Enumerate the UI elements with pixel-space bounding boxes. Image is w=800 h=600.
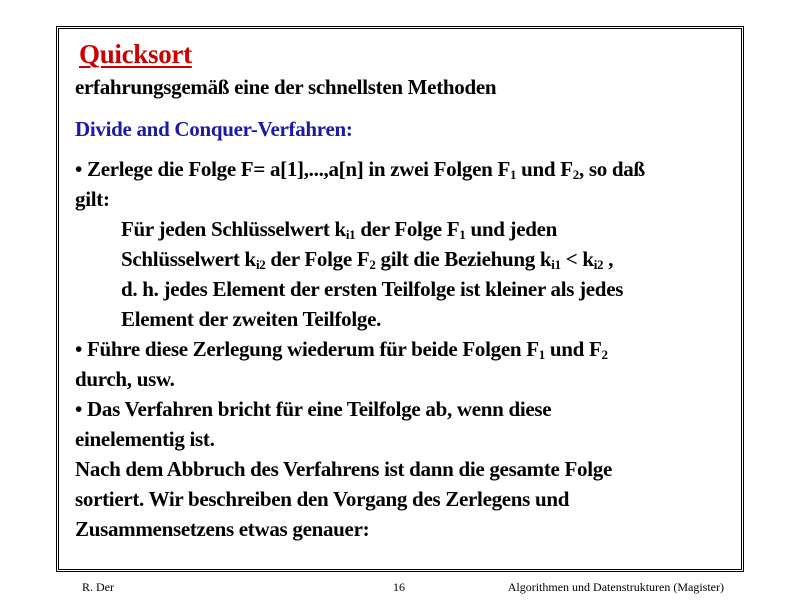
bullet-3 xyxy=(75,394,735,454)
bullet-2 xyxy=(75,334,735,394)
conclusion-line-3: Zusammensetzens etwas genauer: xyxy=(75,517,370,541)
footer-author: R. Der xyxy=(82,580,114,594)
bullet-3-line-1: • Das Verfahren bricht für eine Teilfolge ab, wenn diese xyxy=(75,397,552,421)
bullet-1 xyxy=(75,154,735,214)
section-heading: Divide and Conquer-Verfahren: xyxy=(75,117,353,141)
conclusion-line-1: Nach dem Abbruch des Verfahrens ist dann die gesamte Folge xyxy=(75,457,612,481)
slide-subtitle: erfahrungsgemäß eine der schnellsten Methoden xyxy=(75,75,497,99)
slide-footer xyxy=(0,580,800,600)
indent-line-4: Element der zweiten Teilfolge. xyxy=(121,307,382,331)
footer-page-number: 16 xyxy=(393,580,405,594)
bullet-2-line-2: durch, usw. xyxy=(75,367,175,391)
slide-content xyxy=(75,36,735,544)
footer-course: Algorithmen und Datenstrukturen (Magister) xyxy=(507,580,724,594)
indent-line-1: Für jeden Schlüsselwert $k_{i1}$ der Folge $F_1$ und jeden xyxy=(121,217,558,242)
bullet-3-line-2: einelementig ist. xyxy=(75,427,215,451)
conclusion xyxy=(75,454,735,544)
conclusion-line-2: sortiert. Wir beschreiben den Vorgang des Zerlegens und xyxy=(75,487,570,511)
bullet-1-line-1: • Zerlege die Folge F= a[1],...,a[n] in zwei Folgen $F_1$ und $F_2$, so daß xyxy=(75,157,645,182)
slide-title: Quicksort xyxy=(79,39,192,69)
indent-line-3: d. h. jedes Element der ersten Teilfolge ist kleiner als jedes xyxy=(121,277,624,301)
indent-line-2: Schlüsselwert $k_{i2}$ der Folge $F_2$ gilt die Beziehung $k_{i1} < k_{i2}$ , xyxy=(121,247,614,272)
bullet-1-line-2: gilt: xyxy=(75,187,110,211)
bullet-2-line-1: • Führe diese Zerlegung wiederum für beide Folgen $F_1$ und $F_2$ xyxy=(75,337,608,362)
